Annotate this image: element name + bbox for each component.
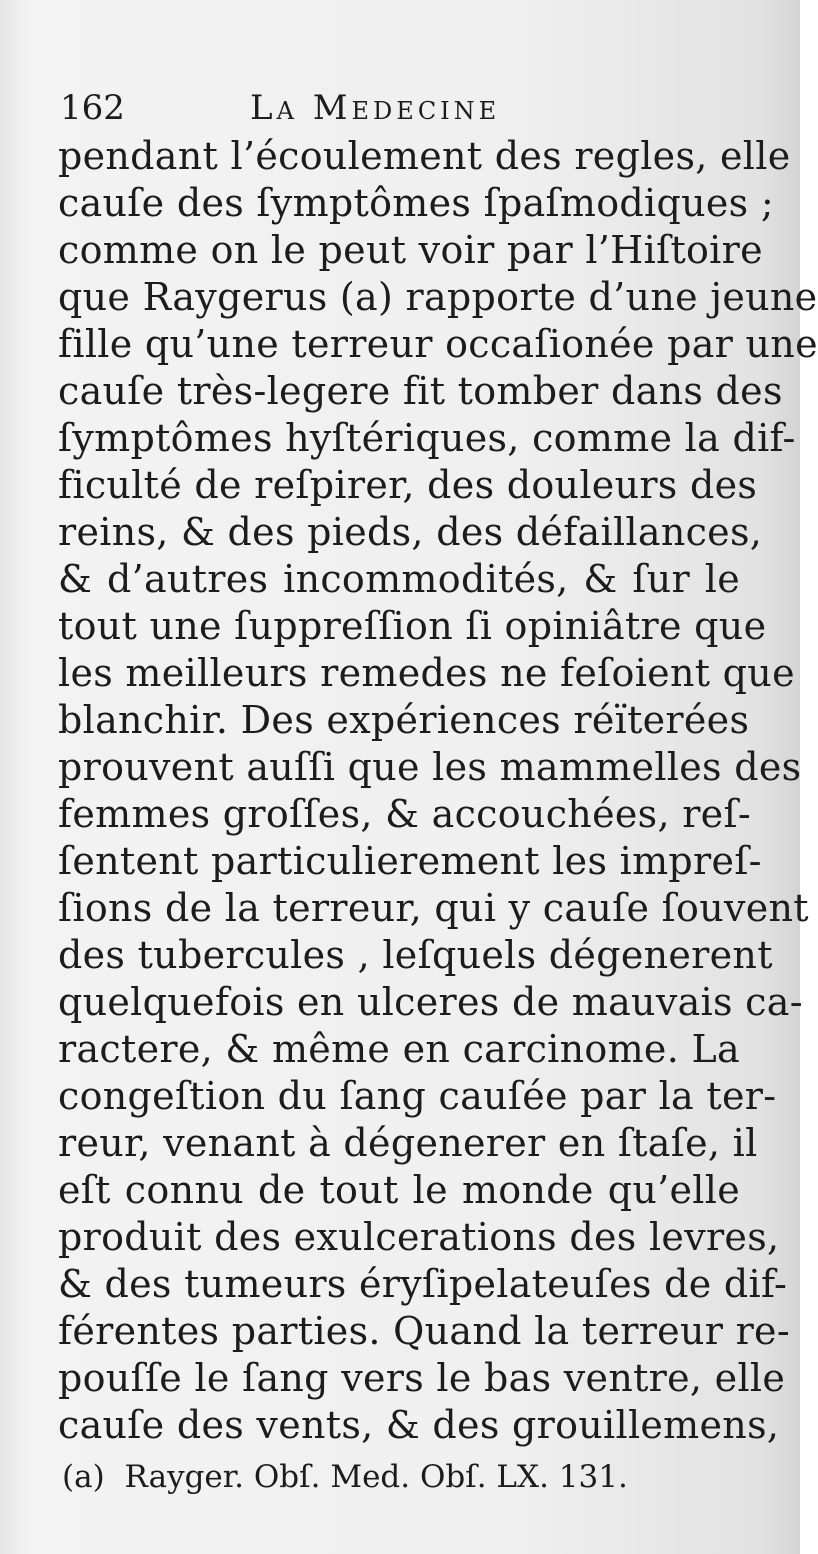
text-line: prouvent auſſi que les mammelles des — [58, 745, 802, 789]
text-line: ſions de la terreur, qui y cauſe ſouvent — [58, 886, 809, 930]
text-line: fille qu’une terreur occaſionée par une — [58, 322, 818, 366]
text-line: cauſe très-legere fit tomber dans des — [58, 369, 783, 413]
text-line: blanchir. Des expériences réïterées — [58, 698, 750, 742]
text-line: ſentent particulierement les impreſ- — [58, 839, 762, 883]
text-line: comme on le peut voir par l’Hiſtoire — [58, 228, 763, 272]
footnote-marker: (a) — [62, 1459, 105, 1495]
text-line: & des tumeurs éryſipelateuſes de dif- — [58, 1262, 788, 1306]
body-text — [58, 133, 818, 1449]
running-title: La Medecine — [250, 88, 501, 128]
text-line: produit des exulcerations des levres, — [58, 1215, 780, 1259]
footnote-text: Rayger. Obſ. Med. Obſ. LX. 131. — [124, 1459, 628, 1495]
text-line: femmes groſſes, & accouchées, reſ- — [58, 792, 751, 836]
text-line: que Raygerus (a) rapporte d’une jeune — [58, 275, 818, 319]
text-line: pendant l’écoulement des regles, elle — [58, 134, 791, 178]
text-line: les meilleurs remedes ne feſoient que — [58, 651, 795, 695]
text-line: cauſe des ſymptômes ſpaſmodiques ; — [58, 181, 774, 225]
text-line: reur, venant à dégenerer en ſtaſe, il — [58, 1121, 758, 1165]
text-line: pouſſe le ſang vers le bas ventre, elle — [58, 1356, 786, 1400]
text-line: & d’autres incommodités, & ſur le — [58, 557, 740, 601]
text-line: ficulté de reſpirer, des douleurs des — [58, 463, 758, 507]
text-line: congeſtion du ſang cauſée par la ter- — [58, 1074, 777, 1118]
text-line: ſymptômes hyſtériques, comme la dif- — [58, 416, 796, 460]
text-line: des tubercules , leſquels dégenerent — [58, 933, 773, 977]
text-line: reins, & des pieds, des défaillances, — [58, 510, 763, 554]
page-number: 162 — [60, 88, 125, 128]
page-header — [60, 84, 660, 132]
text-line: tout une ſuppreſſion ſi opiniâtre que — [58, 604, 767, 648]
text-line: cauſe des vents, & des grouillemens, — [58, 1403, 780, 1447]
text-line: quelquefois en ulceres de mauvais ca- — [58, 980, 803, 1024]
text-line: férentes parties. Quand la terreur re- — [58, 1309, 790, 1353]
text-line: eſt connu de tout le monde qu’elle — [58, 1168, 740, 1212]
footnote — [62, 1455, 702, 1499]
text-line: ractere, & même en carcinome. La — [58, 1027, 740, 1071]
